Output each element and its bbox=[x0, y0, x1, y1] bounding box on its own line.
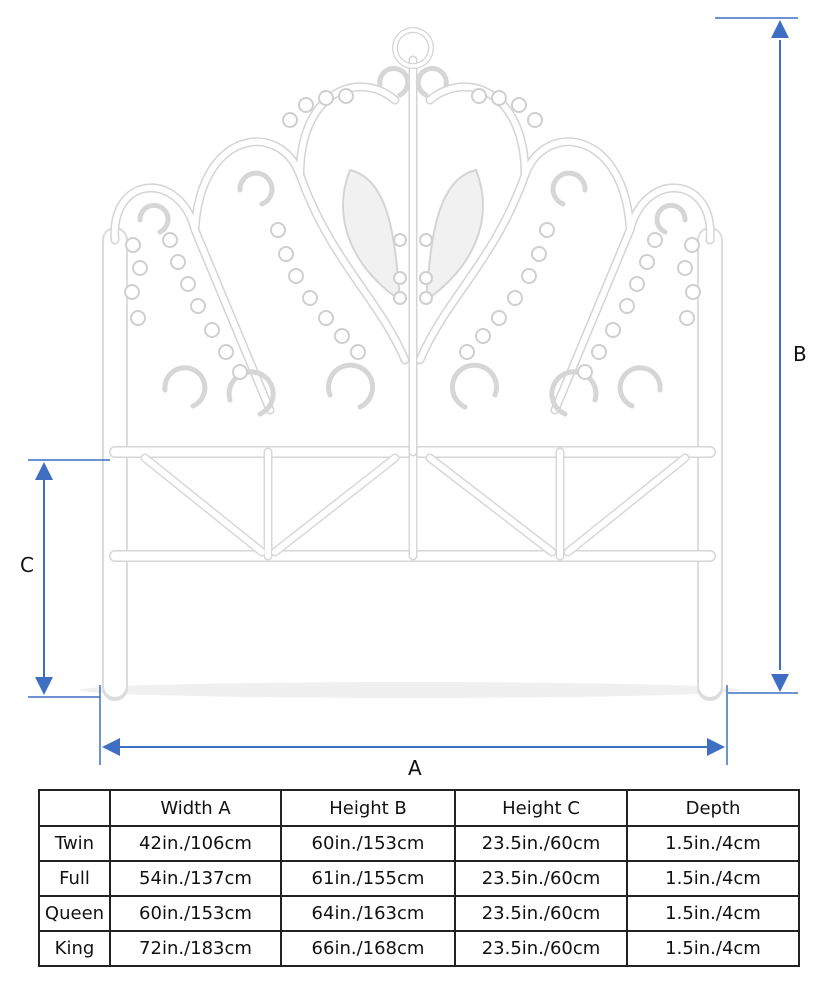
header-height-b: Height B bbox=[281, 790, 455, 826]
dimension-c-label: C bbox=[20, 553, 34, 577]
dimension-b-arrow-bottom bbox=[771, 674, 789, 692]
size-cell: Twin bbox=[39, 826, 110, 861]
size-cell: Full bbox=[39, 861, 110, 896]
dimension-c-arrow-top bbox=[35, 462, 53, 480]
depth-cell: 1.5in./4cm bbox=[627, 896, 799, 931]
height-b-cell: 60in./153cm bbox=[281, 826, 455, 861]
depth-cell: 1.5in./4cm bbox=[627, 861, 799, 896]
height-c-cell: 23.5in./60cm bbox=[455, 826, 627, 861]
dimension-a-arrow-left bbox=[102, 738, 120, 756]
dimension-b bbox=[715, 18, 798, 693]
height-b-cell: 64in./163cm bbox=[281, 896, 455, 931]
size-cell: Queen bbox=[39, 896, 110, 931]
width-cell: 60in./153cm bbox=[110, 896, 281, 931]
dimension-a-label: A bbox=[408, 756, 422, 780]
width-cell: 72in./183cm bbox=[110, 931, 281, 966]
floor-shadow bbox=[80, 682, 740, 698]
table-row bbox=[39, 896, 799, 931]
table-row bbox=[39, 826, 799, 861]
depth-cell: 1.5in./4cm bbox=[627, 931, 799, 966]
size-cell: King bbox=[39, 931, 110, 966]
height-c-cell: 23.5in./60cm bbox=[455, 931, 627, 966]
dimension-b-label: B bbox=[793, 342, 807, 366]
header-depth: Depth bbox=[627, 790, 799, 826]
depth-cell: 1.5in./4cm bbox=[627, 826, 799, 861]
height-c-cell: 23.5in./60cm bbox=[455, 861, 627, 896]
table-row bbox=[39, 861, 799, 896]
height-b-cell: 66in./168cm bbox=[281, 931, 455, 966]
header-height-c: Height C bbox=[455, 790, 627, 826]
dimension-b-arrow-top bbox=[771, 20, 789, 38]
width-cell: 54in./137cm bbox=[110, 861, 281, 896]
dimension-c-arrow-bottom bbox=[35, 677, 53, 695]
dimension-c bbox=[28, 460, 110, 697]
dimension-a-arrow-right bbox=[707, 738, 725, 756]
table-header-row bbox=[39, 790, 799, 826]
table-row bbox=[39, 931, 799, 966]
height-b-cell: 61in./155cm bbox=[281, 861, 455, 896]
size-specification-table bbox=[38, 789, 800, 967]
header-width-a: Width A bbox=[110, 790, 281, 826]
width-cell: 42in./106cm bbox=[110, 826, 281, 861]
header-size bbox=[39, 790, 110, 826]
height-c-cell: 23.5in./60cm bbox=[455, 896, 627, 931]
headboard-illustration bbox=[115, 30, 711, 688]
